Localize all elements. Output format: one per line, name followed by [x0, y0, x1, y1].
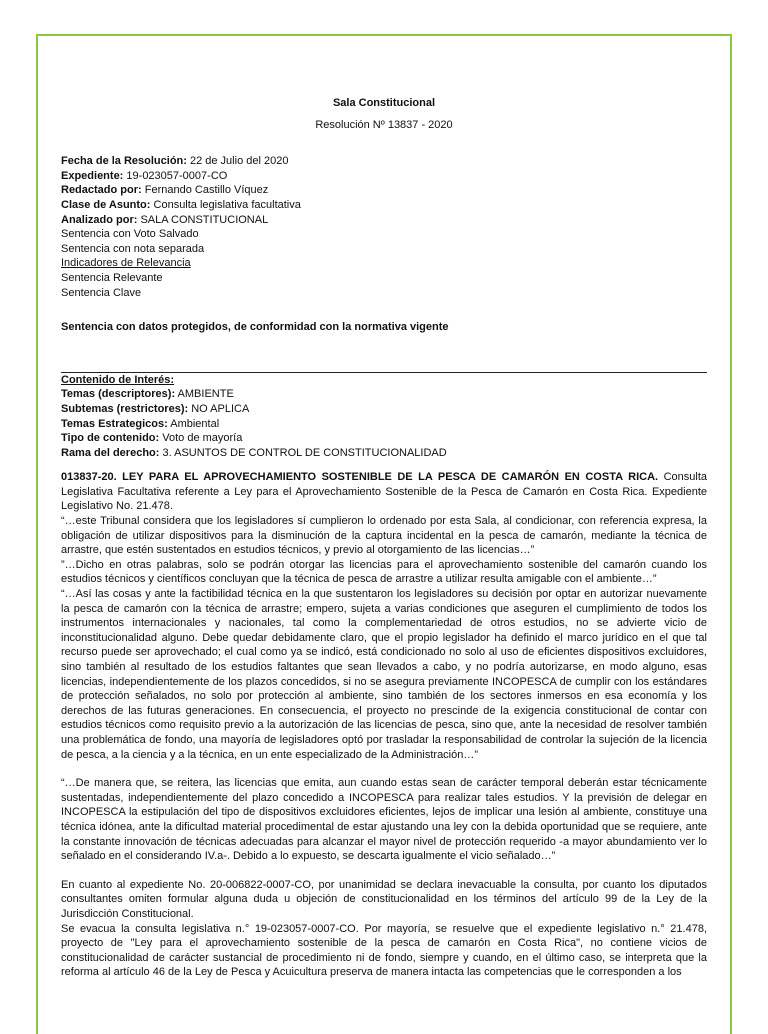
evacua-paragraph: Se evacua la consulta legislativa n.° 19-023057-0007-CO. Por mayoría, se resuelve que el expediente legislativo n.° 21.478, proyecto de "Ley para el aprovechamiento sostenible de la pesca de camarón en Costa Rica", no contiene vicios de constitucionalidad de carácter sustancial de procedimiento ni de fondo, siempre y cuando, en el último caso, se interpreta que la reforma al artículo 46 de la Ley de Pesca y Acuicultura preserva de manera intacta las competencias que le corresponden a los [61, 922, 707, 979]
clase-label: Clase de Asunto: [61, 198, 151, 211]
fecha-row [61, 154, 707, 169]
redactado-value: Fernando Castillo Víquez [141, 184, 269, 197]
document-content [61, 96, 707, 980]
temas-row [61, 387, 707, 402]
clase-value: Consulta legislativa facultativa [150, 198, 301, 211]
quote-paragraph-2: ”…Dicho en otras palabras, solo se podrán otorgar las licencias para el aprovechamiento sostenible del camarón cuando los estudios técnicos y científicos concluyan que la técnica de pesca de arrastre a utilizar resulta amigable con el ambiente…” [61, 558, 707, 586]
interes-block [61, 373, 707, 461]
tipo-label: Tipo de contenido: [61, 432, 160, 445]
estrategicos-label: Temas Estrategicos: [61, 417, 168, 430]
fecha-value: 22 de Julio del 2020 [186, 155, 289, 168]
temas-value: AMBIENTE [175, 388, 234, 401]
expediente-value: 19-023057-0007-CO [123, 169, 228, 182]
interes-heading: Contenido de Interés: [61, 373, 175, 386]
temas-label: Temas (descriptores): [61, 388, 176, 401]
analizado-row [61, 213, 707, 228]
quote-paragraph-4: “…De manera que, se reitera, las licencias que emita, aun cuando estas sean de carácter temporal deberán estar técnicamente sustentadas, independientemente del plazo concedido a INCOPESCA para realizar tales estudios. Y la previsión de delegar en INCOPESCA la estipulación del tipo de dispositivos excluidores eficientes, lejos de implicar una lesión al ambiente, constituye una técnica idónea, ante la dificultad material procedimental de estar ajustando una ley con la debida oportunidad que se requiere, ante la constante innovación de técnicas adecuadas para alcanzar el mayor nivel de protección requerido -a mayor abundamiento ver lo señalado en el considerando IV.a-. Debido a lo expuesto, se descarta igualmente el vicio señalado…” [61, 777, 707, 863]
subtemas-label: Subtemas (restrictores): [61, 402, 189, 415]
quote-paragraph-3: “…Así las cosas y ante la factibilidad técnica en la que sustentaron los legisladores su decisión por optar en autorizar nuevamente la pesca de camarón con la técnica de arrastre; empero, sujeta a varias condiciones que aseguren el cumplimiento de todos los instrumentos internacionales y nacionales, tal como la complementariedad de otros estudios, no se advierte vicio de inconstitucionalidad alguno. Debe quedar debidamente claro, que el propio legislador ha definido el marco jurídico en el que tal recurso puede ser aprovechado; el cual como ya se indicó, está condicionado no solo al uso de eficientes dispositivos excluidores, sino también al resultado de los estudios faltantes que sean llevados a cabo, y no podría autorizarse, en modo alguno, esas licencias, independientemente de los plazos concedidos, si no se asegura previamente INCOPESCA de cumplir con los estándares de protección señalados, no solo por protección al ambiente, sino también de los sectores inmersos en esa economía y los derechos de las futuras generaciones. En consecuencia, el proyecto no prescinde de la exigencia constitucional de contar con estudios técnicos como requisito previo a la autorización de las licencias de pesca, sino que, ante la necesidad de resolver también una problemática de fondo, una mayoría de legisladores optó por trasladar la responsabilidad de controlar la sujeción de la licencia de pesca, a la ciencia y a la técnica, en un ente especializado de la Administración…” [61, 588, 707, 761]
estrategicos-row [61, 417, 707, 432]
redactado-label: Redactado por: [61, 184, 142, 197]
tipo-value: Voto de mayoría [159, 432, 243, 445]
quote-paragraph-1: “…este Tribunal considera que los legisladores sí cumplieron lo ordenado por esta Sala, al condicionar, con referencia expresa, la obligación de utilizar dispositivos para la disminución de la captura incidental en la pesca de camarón, mediante la técnica de arrastre, que estén sustentados en estudios técnicos, y previo al otorgamiento de las licencias…” [61, 515, 707, 557]
analizado-value: SALA CONSTITUCIONAL [137, 213, 269, 226]
resolution-body [61, 470, 707, 980]
resolution-number: Resolución Nº 13837 - 2020 [315, 118, 453, 131]
sentencia-relevante: Sentencia Relevante [61, 271, 163, 284]
expediente-paragraph: En cuanto al expediente No. 20-006822-0007-CO, por unanimidad se declara inevacuable la consulta, por cuanto los diputados consultantes omiten formular alguna duda u objeción de constitucionalidad en los términos del artículo 99 de la Ley de la Jurisdicción Constitucional. [61, 878, 707, 920]
summary-paragraph [61, 470, 707, 514]
expediente-row [61, 169, 707, 184]
rama-value: 3. ASUNTOS DE CONTROL DE CONSTITUCIONALIDAD [159, 446, 447, 459]
estrategicos-value: Ambiental [167, 417, 220, 430]
rama-row [61, 446, 707, 461]
court-title: Sala Constitucional [332, 97, 436, 109]
metadata-block [61, 154, 707, 300]
rama-label: Rama del derecho: [61, 446, 160, 459]
voto-salvado: Sentencia con Voto Salvado [61, 228, 199, 241]
datos-protegidos-notice: Sentencia con datos protegidos, de conformidad con la normativa vigente [61, 321, 449, 334]
subtemas-value: NO APLICA [188, 402, 250, 415]
tipo-row [61, 431, 707, 446]
expediente-label: Expediente: [61, 169, 124, 182]
summary-text: Consulta Legislativa Facultativa referente a Ley para el Aprovechamiento Sostenible de la Pesca de Camarón en Costa Rica. Expediente Legislativo No. 21.478. [61, 471, 707, 513]
redactado-row [61, 183, 707, 198]
subtemas-row [61, 402, 707, 417]
fecha-label: Fecha de la Resolución: [61, 155, 187, 168]
analizado-label: Analizado por: [61, 213, 138, 226]
summary-heading: 013837-20. LEY PARA EL APROVECHAMIENTO SOSTENIBLE DE LA PESCA DE CAMARÓN EN COSTA RICA. [61, 471, 659, 484]
nota-separada: Sentencia con nota separada [61, 242, 205, 255]
clase-row [61, 198, 707, 213]
sentencia-clave: Sentencia Clave [61, 286, 142, 299]
indicadores-relevancia: Indicadores de Relevancia [61, 257, 191, 270]
